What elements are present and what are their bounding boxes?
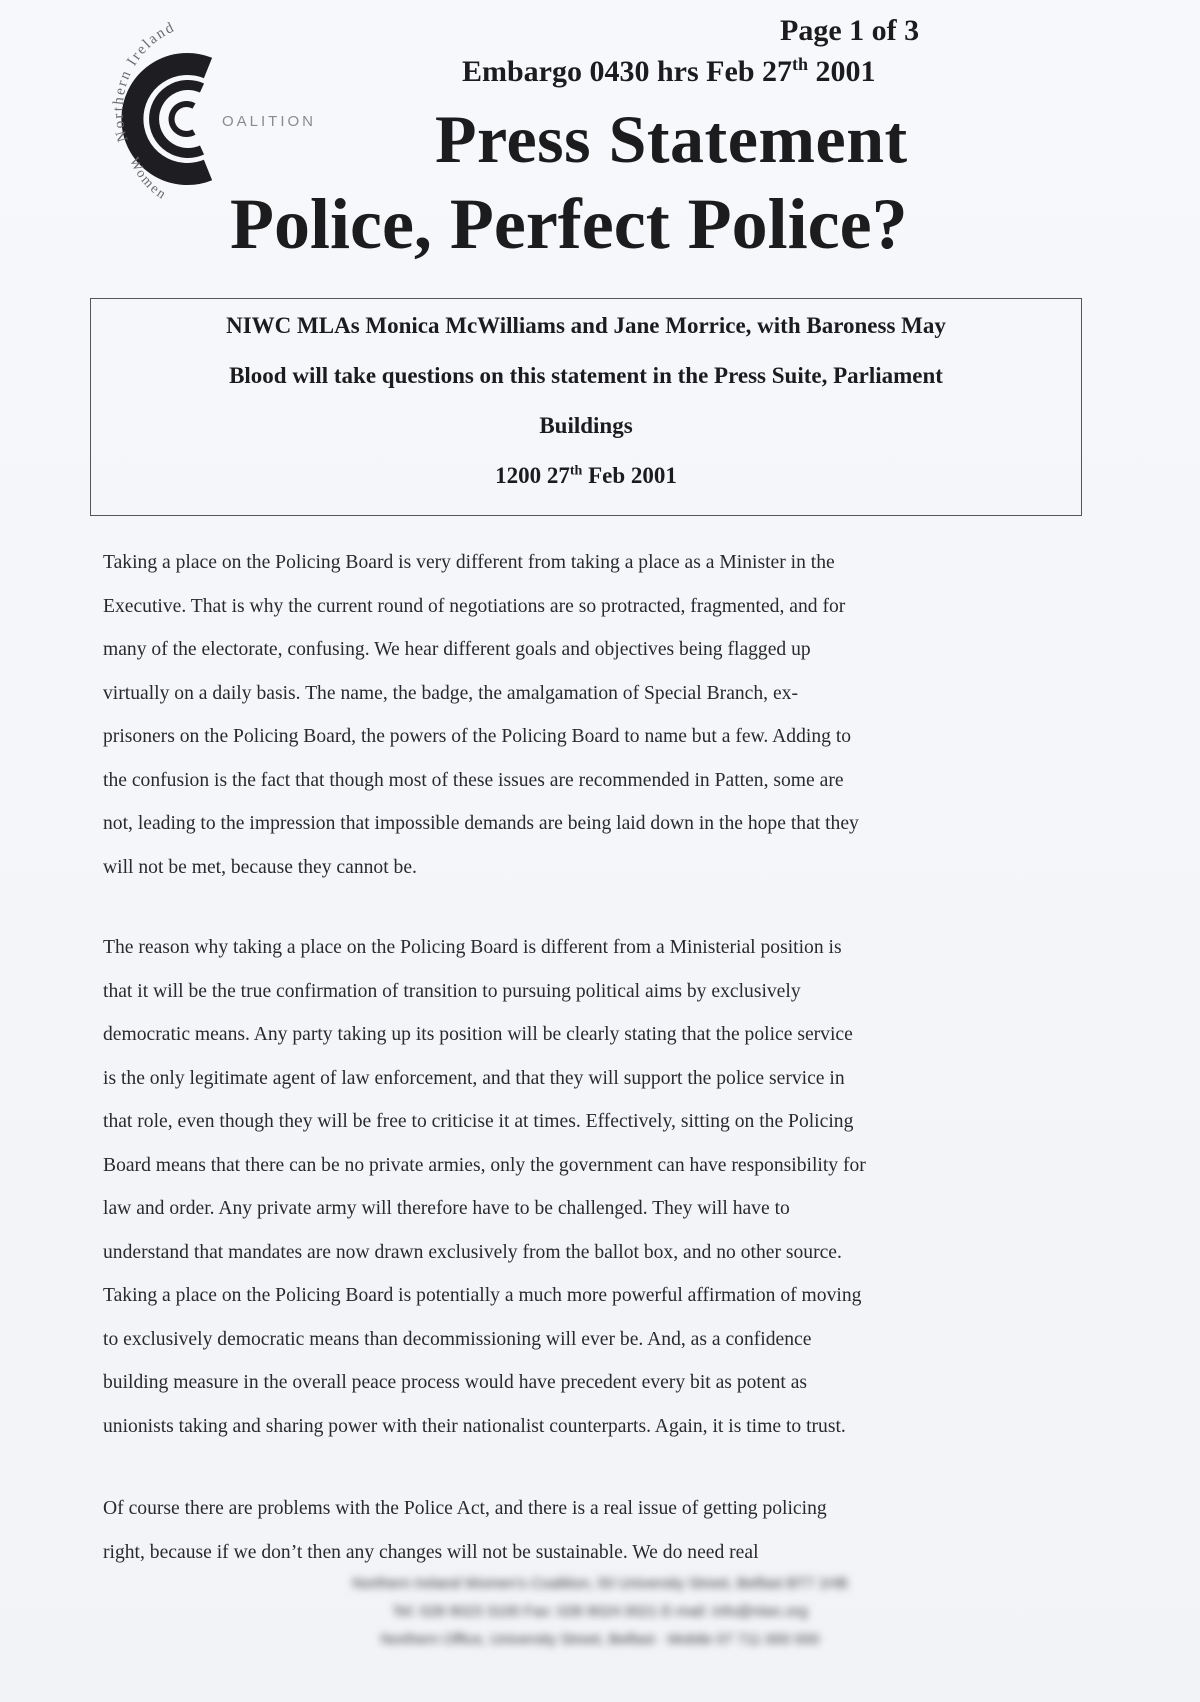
paragraph-line: the confusion is the fact that though most of these issues are recommended in Patten, some are xyxy=(103,769,844,791)
paragraph-line: many of the electorate, confusing. We hear different goals and objectives being flagged up xyxy=(103,639,811,660)
notice-line-2: Blood will take questions on this statement in the Press Suite, Parliament xyxy=(229,363,943,388)
paragraph-line: will not be met, because they cannot be. xyxy=(103,856,417,878)
document-type-title: Press Statement xyxy=(435,101,908,177)
paragraph-line: Of course there are problems with the Police Act, and there is a real issue of getting policing xyxy=(103,1498,827,1519)
paragraph-line: building measure in the overall peace process would have precedent every bit as potent as xyxy=(103,1372,808,1393)
notice-time-suffix: Feb 2001 xyxy=(582,463,677,488)
paragraph-line: Executive. That is why the current round of negotiations are so protracted, fragmented, and for xyxy=(103,595,846,617)
footer-line-1: Northern Ireland Women’s Coalition, 50 University Street, Belfast BT7 1HB xyxy=(352,1575,848,1592)
notice-line-3: Buildings xyxy=(539,413,633,438)
embargo-line xyxy=(462,54,876,89)
paragraph-line: Board means that there can be no private armies, only the government can have responsibility for xyxy=(103,1154,866,1176)
notice-time xyxy=(91,451,1081,501)
body-paragraph-2 xyxy=(103,926,1078,1448)
embargo-prefix: Embargo 0430 hrs Feb 27 xyxy=(462,55,792,88)
embargo-ordinal: th xyxy=(792,54,809,74)
paragraph-line: unionists taking and sharing power with their nationalist counterparts. Again, it is time to trust. xyxy=(103,1415,846,1437)
embargo-suffix: 2001 xyxy=(808,55,876,88)
paragraph-line: right, because if we don’t then any changes will not be sustainable. We do need real xyxy=(103,1541,759,1563)
paragraph-line: Taking a place on the Policing Board is potentially a much more powerful affirmation of moving xyxy=(103,1285,862,1306)
paragraph-line: that it will be the true confirmation of transition to pursuing political aims by exclusively xyxy=(103,980,801,1002)
logo-ring-right-text: OALITION xyxy=(222,113,317,130)
paragraph-line: not, leading to the impression that impossible demands are being laid down in the hope that they xyxy=(103,813,859,834)
press-briefing-notice-box xyxy=(90,298,1082,516)
blurred-footer-address xyxy=(255,1570,945,1654)
logo-ring-top-text: Northern Ireland xyxy=(110,20,178,144)
notice-time-prefix: 1200 27 xyxy=(495,463,570,488)
paragraph-line: virtually on a daily basis. The name, the badge, the amalgamation of Special Branch, ex- xyxy=(103,682,798,704)
paragraph-line: prisoners on the Policing Board, the powers of the Policing Board to name but a few. Adding to xyxy=(103,726,852,747)
footer-line-2: Tel: 028 9023 3100 Fax: 028 9024 0021 E-mail: info@niwc.org xyxy=(392,1603,808,1620)
logo-ring-bottom-text: Women xyxy=(126,155,170,204)
body-paragraph-3 xyxy=(103,1487,1078,1574)
footer-line-3: Northern Office, University Street, Belfast · Mobile 07 711 000 000 xyxy=(380,1631,820,1648)
coalition-logo xyxy=(90,20,320,210)
paragraph-line: law and order. Any private army will therefore have to be challenged. They will have to xyxy=(103,1198,790,1219)
coalition-logo-graphic xyxy=(90,20,320,210)
notice-time-ordinal: th xyxy=(569,463,583,479)
paragraph-line: Taking a place on the Policing Board is very different from taking a place as a Minister in the xyxy=(103,552,835,573)
paragraph-line: The reason why taking a place on the Policing Board is different from a Ministerial position is xyxy=(103,937,842,958)
paragraph-line: that role, even though they will be free to criticise it at times. Effectively, sitting on the Policing xyxy=(103,1111,854,1132)
paragraph-line: democratic means. Any party taking up its position will be clearly stating that the police service xyxy=(103,1024,853,1045)
body-paragraph-1 xyxy=(103,541,1078,889)
page-number: Page 1 of 3 xyxy=(780,14,920,47)
notice-line-1: NIWC MLAs Monica McWilliams and Jane Morrice, with Baroness May xyxy=(226,313,946,338)
paragraph-line: is the only legitimate agent of law enforcement, and that they will support the police service in xyxy=(103,1067,845,1089)
headline: Police, Perfect Police? xyxy=(230,184,908,264)
paragraph-line: understand that mandates are now drawn exclusively from the ballot box, and no other source. xyxy=(103,1241,842,1263)
paragraph-line: to exclusively democratic means than decommissioning will ever be. And, as a confidence xyxy=(103,1328,812,1350)
